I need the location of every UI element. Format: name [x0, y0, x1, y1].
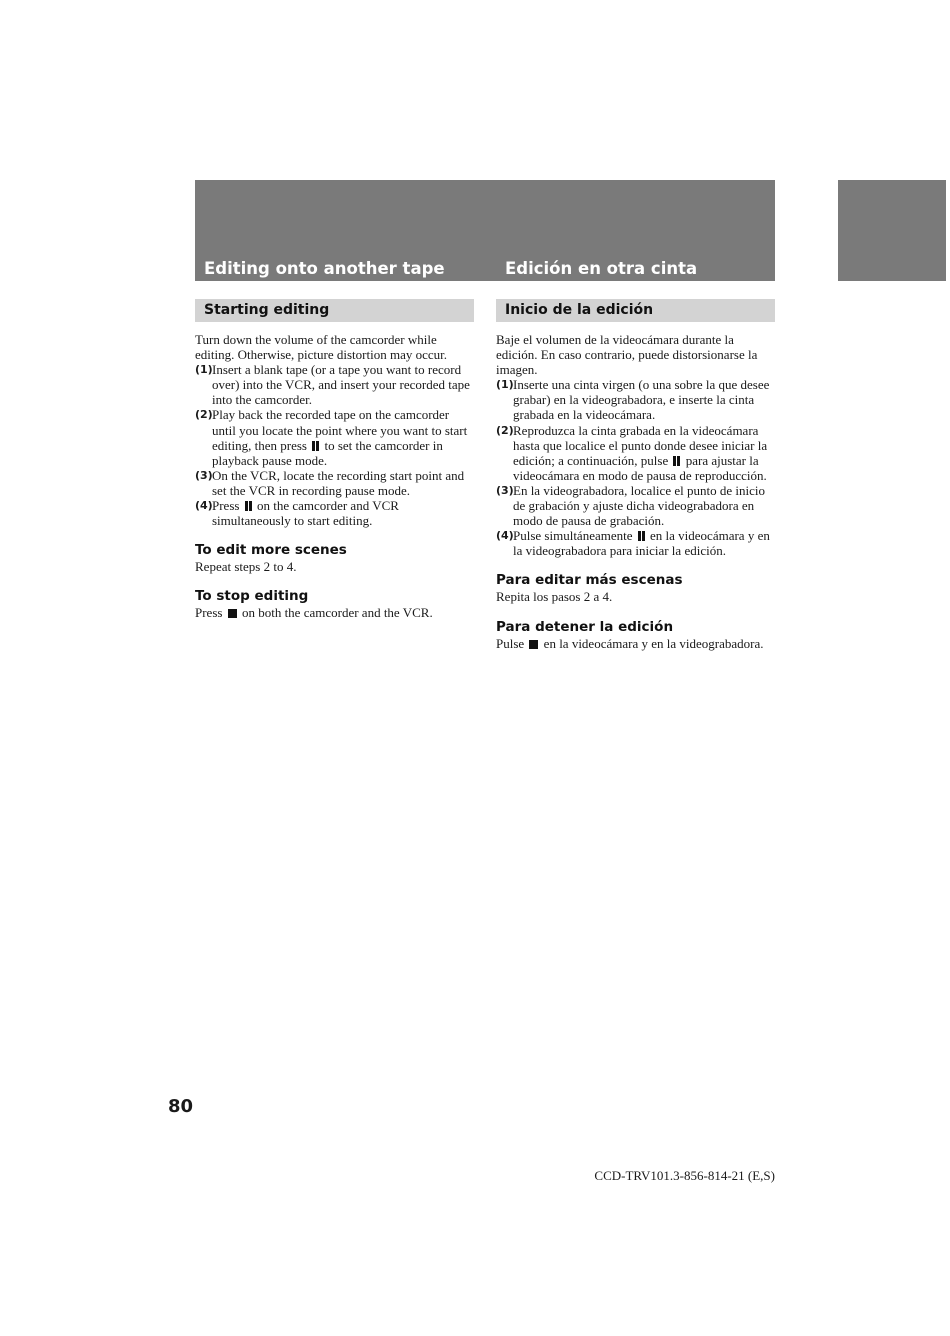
stop-editing-text: [496, 636, 775, 651]
stop-icon: [529, 640, 538, 649]
step-number: (1): [496, 378, 514, 392]
step-number: (3): [496, 483, 514, 497]
pause-icon: [311, 441, 320, 451]
list-item: [195, 468, 474, 498]
stop-text-after: on both the camcorder and the VCR.: [241, 605, 433, 621]
stop-text-before: Press: [195, 605, 223, 621]
stop-editing-text: [195, 605, 474, 620]
spanish-intro: Baje el volumen de la videocámara durante la edición. En caso contrario, puede distorsionarse la imagen.: [496, 332, 758, 378]
pause-icon: [244, 501, 253, 511]
stop-text-before: Pulse: [496, 635, 525, 651]
spanish-column: [496, 299, 775, 651]
step-text: para ajustar la videocámara en modo de pausa de reproducción.: [513, 452, 767, 483]
step-text: to set the camcorder in playback pause mode.: [212, 437, 443, 468]
step-text: On the VCR, locate the recording start point and set the VCR in recording pause mode.: [212, 467, 465, 498]
pause-icon: [672, 456, 681, 466]
step-text: Reproduzca la cinta grabada en la videocámara hasta que localice el punto donde desee iniciar la edición; a continuación, pulse: [513, 422, 768, 468]
more-scenes-heading: To edit more scenes: [195, 542, 347, 559]
page-title-spanish: Edición en otra cinta: [505, 259, 698, 278]
step-text: Inserte una cinta virgen (o una sobre la que desee grabar) en la videograbadora, e inserte la cinta grabada en la videocámara.: [513, 377, 770, 423]
spanish-subheading: Inicio de la edición: [496, 299, 775, 322]
list-item: [195, 362, 474, 407]
step-text: Press: [212, 498, 240, 514]
step-number: (4): [496, 529, 514, 543]
step-number: (2): [195, 408, 213, 422]
step-text: Play back the recorded tape on the camcorder until you locate the point where you want to start editing, then press: [212, 407, 468, 453]
page-title-english: Editing onto another tape: [204, 259, 445, 278]
page-number: 80: [168, 1096, 194, 1117]
pause-icon: [637, 531, 646, 541]
stop-text-after: en la videocámara y en la videograbadora.: [543, 635, 764, 651]
spanish-steps: [496, 377, 775, 558]
step-text: En la videograbadora, localice el punto de inicio de grabación y ajuste dicha videograbadora en modo de pausa de grabación.: [513, 482, 765, 529]
stop-editing-heading: Para detener la edición: [496, 618, 674, 635]
more-scenes-text: Repita los pasos 2 a 4.: [496, 589, 613, 605]
stop-icon: [228, 609, 237, 618]
step-number: (2): [496, 423, 514, 437]
list-item: [496, 377, 775, 422]
list-item: [195, 498, 474, 528]
step-number: (4): [195, 499, 213, 513]
document-code: CCD-TRV101.3-856-814-21 (E,S): [594, 1168, 775, 1183]
more-scenes-text: Repeat steps 2 to 4.: [195, 559, 297, 575]
list-item: [496, 528, 775, 558]
english-steps: [195, 362, 474, 528]
english-subheading: Starting editing: [195, 299, 474, 322]
more-scenes-heading: Para editar más escenas: [496, 572, 683, 589]
section-side-tab: [838, 180, 946, 281]
stop-editing-heading: To stop editing: [195, 588, 309, 605]
step-number: (1): [195, 363, 213, 377]
step-text: Pulse simultáneamente: [513, 528, 633, 544]
list-item: [195, 407, 474, 467]
english-column: [195, 299, 474, 620]
step-text: en la videocámara y en la videograbadora para iniciar la edición.: [513, 528, 770, 559]
step-text: Insert a blank tape (or a tape you want to record over) into the VCR, and insert your recorded tape into the camcorder.: [212, 362, 470, 408]
list-item: [496, 483, 775, 528]
english-intro: Turn down the volume of the camcorder while editing. Otherwise, picture distortion may occur.: [195, 332, 447, 363]
step-number: (3): [195, 468, 213, 482]
list-item: [496, 423, 775, 483]
step-text: on the camcorder and VCR simultaneously to start editing.: [212, 498, 399, 529]
